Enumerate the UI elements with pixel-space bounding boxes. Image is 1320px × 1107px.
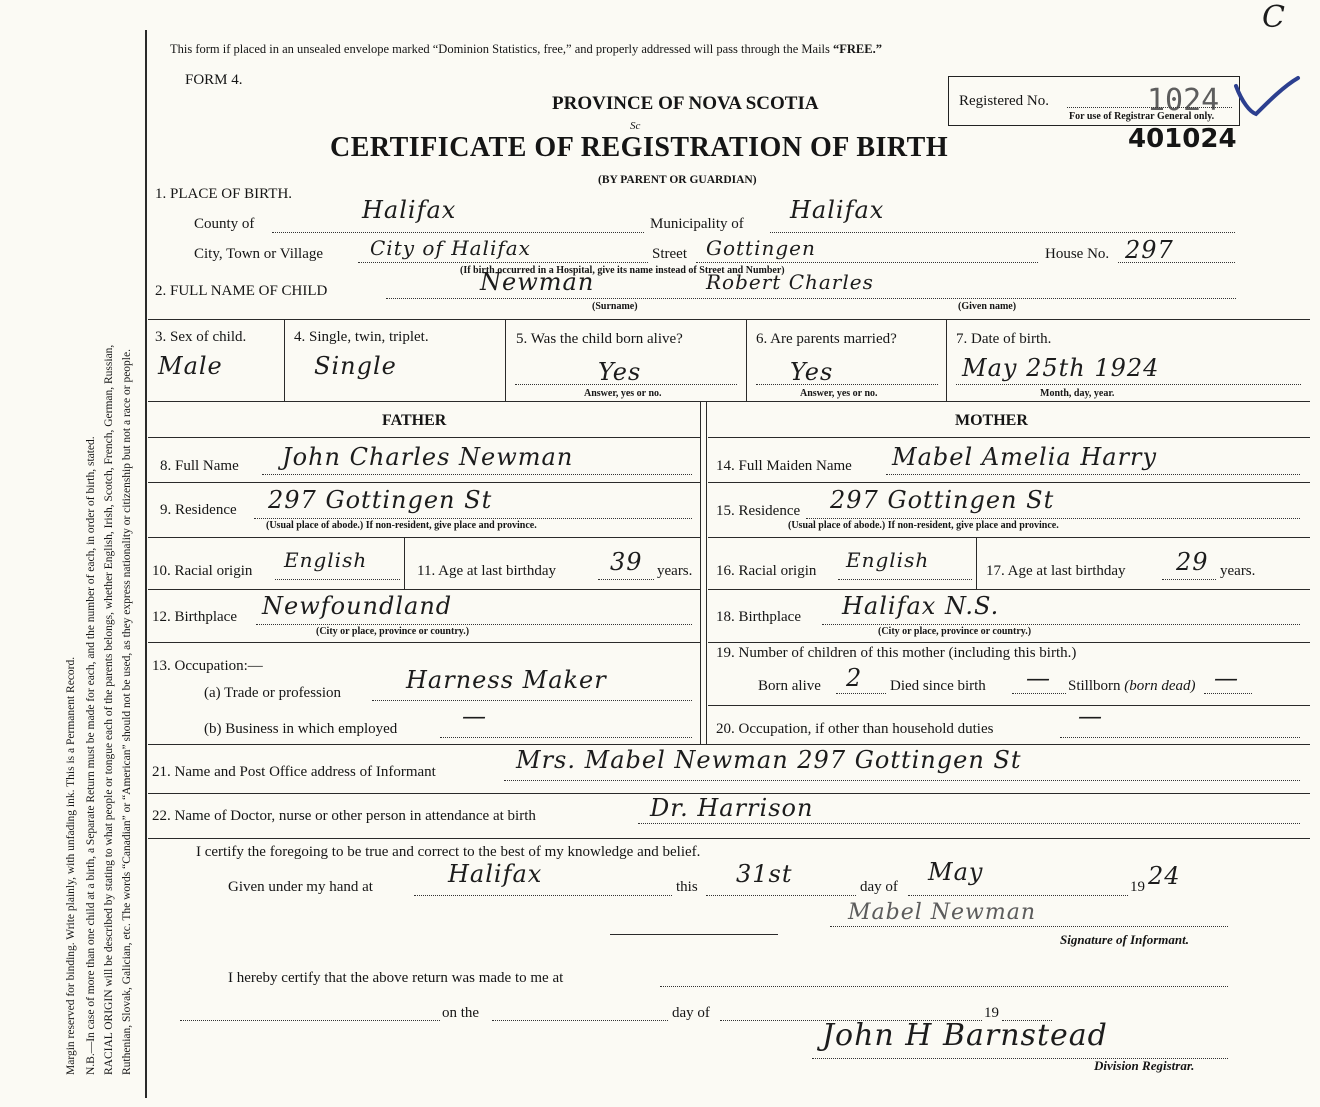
born-alive-label: Born alive xyxy=(758,678,821,694)
cert-place: Halifax xyxy=(448,860,543,888)
house-label: House No. xyxy=(1045,246,1110,262)
page-subtitle: (BY PARENT OR GUARDIAN) xyxy=(598,174,757,186)
plurality-label: 4. Single, twin, triplet. xyxy=(294,329,429,345)
mother-birthplace-value: Halifax N.S. xyxy=(842,592,1000,620)
mother-age-value: 29 xyxy=(1176,548,1209,576)
mother-age-label: 17. Age at last birthday xyxy=(986,563,1126,579)
plurality-value: Single xyxy=(314,352,397,380)
father-residence-label: 9. Residence xyxy=(160,502,237,518)
side-note-2: N.B.—In case of more than one child at a birth, a Separate Return must be made for each, and the number of each, in order of birth, stated. xyxy=(85,436,97,1075)
mother-heading: MOTHER xyxy=(955,412,1028,429)
sex-label: 3. Sex of child. xyxy=(155,329,247,345)
mother-residence-label: 15. Residence xyxy=(716,503,801,519)
city-value: City of Halifax xyxy=(370,236,531,260)
mother-residence-value: 297 Gottingen St xyxy=(830,486,1055,514)
day-of-label: day of xyxy=(860,879,898,895)
father-name-label: 8. Full Name xyxy=(160,458,239,474)
municipality-label: Municipality of xyxy=(650,216,744,232)
mother-children-label: 19. Number of children of this mother (including this birth.) xyxy=(716,645,1077,661)
sex-value: Male xyxy=(158,352,223,380)
place-of-birth-label: 1. PLACE OF BIRTH. xyxy=(155,186,293,202)
mother-name-value: Mabel Amelia Harry xyxy=(892,443,1158,471)
mother-occupation-value: — xyxy=(1078,702,1103,730)
father-residence-value: 297 Gottingen St xyxy=(268,486,493,514)
registration-box xyxy=(948,76,1240,126)
father-name-value: John Charles Newman xyxy=(282,443,574,471)
born-alive-value: 2 xyxy=(846,664,863,692)
street-value: Gottingen xyxy=(706,236,816,260)
died-label: Died since birth xyxy=(890,678,986,694)
father-trade-value: Harness Maker xyxy=(406,666,607,694)
mother-racial-value: English xyxy=(846,548,930,572)
father-trade-label: (a) Trade or profession xyxy=(204,685,342,701)
father-residence-note: (Usual place of abode.) If non-resident, give place and province. xyxy=(266,520,537,531)
child-surname: Newman xyxy=(480,268,595,296)
hospital-note: (If birth occurred in a Hospital, give its name instead of Street and Number) xyxy=(460,265,785,276)
registrar-certify-text: I hereby certify that the above return was made to me at xyxy=(228,970,564,986)
stillborn-value: — xyxy=(1214,664,1239,692)
cert-day: 31st xyxy=(736,860,793,888)
house-value: 297 xyxy=(1125,236,1174,264)
informant-value: Mrs. Mabel Newman 297 Gottingen St xyxy=(516,746,1022,774)
informant-label: 21. Name and Post Office address of Informant xyxy=(152,764,436,780)
married-label: 6. Are parents married? xyxy=(756,331,897,347)
form-number: FORM 4. xyxy=(185,72,243,88)
municipality-value: Halifax xyxy=(790,196,885,224)
alive-note: Answer, yes or no. xyxy=(584,388,662,399)
child-given-name: Robert Charles xyxy=(706,270,874,294)
registration-stamp: 1024 xyxy=(1147,83,1220,118)
registrar-year-prefix: 19 xyxy=(984,1005,999,1021)
stillborn-label: Stillborn (born dead) xyxy=(1068,678,1196,694)
dob-label: 7. Date of birth. xyxy=(956,331,1052,347)
certify-text: I certify the foregoing to be true and correct to the best of my knowledge and belief. xyxy=(196,844,701,860)
cert-month: May xyxy=(928,858,984,886)
blue-check-icon xyxy=(1232,72,1302,122)
surname-note: (Surname) xyxy=(592,301,638,312)
mother-occupation-label: 20. Occupation, if other than household duties xyxy=(716,721,994,737)
province-heading: PROVINCE OF NOVA SCOTIA xyxy=(552,93,819,114)
corner-check-mark: C xyxy=(1262,0,1286,35)
given-name-note: (Given name) xyxy=(958,301,1017,312)
registrar-signature-label: Division Registrar. xyxy=(1094,1058,1195,1073)
mail-notice: This form if placed in an unsealed envelope marked “Dominion Statistics, free,” and properly addressed will pass through the Mails “FREE.” xyxy=(170,42,882,56)
father-business-value: — xyxy=(462,702,487,730)
attendant-value: Dr. Harrison xyxy=(650,794,814,822)
side-note-4: Ruthenian, Slovak, Galician, etc. The words “Canadian” or “American” should not be used, as they express nationality or citizenship but not a race or people. xyxy=(121,349,133,1075)
mother-residence-note: (Usual place of abode.) If non-resident, give place and province. xyxy=(788,520,1059,531)
title-mark: Sc xyxy=(630,120,641,132)
city-label: City, Town or Village xyxy=(194,246,324,262)
cert-year-prefix: 19 xyxy=(1130,879,1145,895)
dob-note: Month, day, year. xyxy=(1040,388,1115,399)
mother-birthplace-note: (City or place, province or country.) xyxy=(878,626,1032,637)
mother-name-label: 14. Full Maiden Name xyxy=(716,458,852,474)
father-business-label: (b) Business in which employed xyxy=(204,721,398,737)
street-label: Street xyxy=(652,246,687,262)
county-label: County of xyxy=(194,216,255,232)
cert-year: 24 xyxy=(1148,862,1181,890)
mother-racial-label: 16. Racial origin xyxy=(716,563,817,579)
registrar-day-of-label: day of xyxy=(672,1005,710,1021)
married-note: Answer, yes or no. xyxy=(800,388,878,399)
father-age-label: 11. Age at last birthday xyxy=(417,563,556,579)
on-the-label: on the xyxy=(442,1005,480,1021)
father-heading: FATHER xyxy=(382,412,447,429)
father-occupation-label: 13. Occupation:— xyxy=(152,658,263,674)
married-value: Yes xyxy=(790,358,834,386)
informant-signature: Mabel Newman xyxy=(848,900,1037,925)
registration-label: Registered No. xyxy=(959,93,1049,109)
alive-value: Yes xyxy=(598,358,642,386)
father-age-value: 39 xyxy=(610,548,643,576)
mother-years: years. xyxy=(1220,563,1256,579)
father-birthplace-value: Newfoundland xyxy=(262,592,453,620)
registration-handwritten-number: 401024 xyxy=(1128,124,1237,154)
father-racial-label: 10. Racial origin xyxy=(152,563,253,579)
mother-birthplace-label: 18. Birthplace xyxy=(716,609,801,625)
page-title: CERTIFICATE OF REGISTRATION OF BIRTH xyxy=(330,132,949,163)
this-label: this xyxy=(676,879,698,895)
side-note-1: Margin reserved for binding. Write plainly, with unfading ink. This is a Permanent Record. xyxy=(65,656,77,1075)
dob-value: May 25th 1924 xyxy=(962,354,1160,382)
registrar-signature: John H Barnstead xyxy=(822,1018,1108,1053)
registration-note: For use of Registrar General only. xyxy=(1069,111,1215,122)
attendant-label: 22. Name of Doctor, nurse or other person in attendance at birth xyxy=(152,808,536,824)
died-value: — xyxy=(1026,664,1051,692)
father-birthplace-note: (City or place, province or country.) xyxy=(316,626,470,637)
county-value: Halifax xyxy=(362,196,457,224)
father-years: years. xyxy=(657,563,693,579)
informant-signature-label: Signature of Informant. xyxy=(1060,932,1189,947)
given-label: Given under my hand at xyxy=(228,879,373,895)
child-name-label: 2. FULL NAME OF CHILD xyxy=(155,283,328,299)
alive-label: 5. Was the child born alive? xyxy=(516,331,683,347)
father-racial-value: English xyxy=(284,548,368,572)
side-note-3: RACIAL ORIGIN will be described by stating to what people or tongue each of the parents belongs, whether English, Irish, Scotch, French, German, Russian, xyxy=(103,344,115,1075)
father-birthplace-label: 12. Birthplace xyxy=(152,609,237,625)
